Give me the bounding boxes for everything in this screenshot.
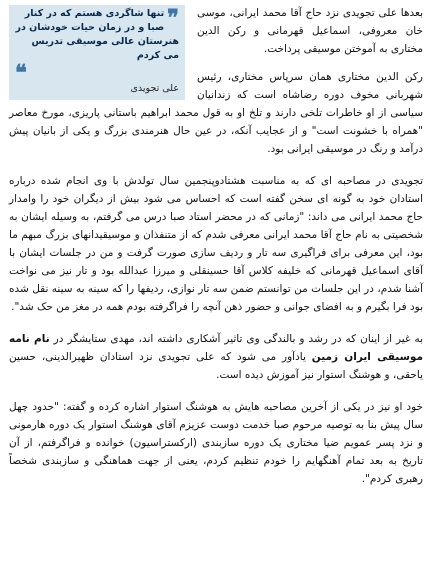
paragraph-5: خود او نیز در یکی از آخرین مصاحبه هایش به هوشنگ استوار اشاره کرده و گفته: "حدود چهل سال پیش بنا به توصیه مرحوم صبا خدمت دوست عزیزم آقای هوشنگ استوار یک دوره هارمونی و نزد پسر عمویم ضیا مختاری یک دوره سازبندی (ارکستراسیون) خوانده و فراگرفتم، از آن تاریخ به بعد تمام آهنگهایم را خودم تنظیم کردم، یعنی از جهت هماهنگی و سازبندی شخصاً رهبری کردم". [9,401,423,485]
book-title: نام نامه موسیقی ایران زمین [9,333,423,363]
paragraph-4-intro: به غیر از اینان که در رشد و بالندگی وی تاثیر آشکاری داشته اند، مهدی ستایشگر در [53,333,423,345]
pull-quote-text: تنها شاگردی هستم که در کنار صبا و در زمان حیات خودشان در هنرستان عالی موسیقی تدریس می کردم [15,8,179,61]
paragraph-4 [9,330,423,384]
paragraph-2: رکن الدین مختاری همان سرپاس مختاری، رئیس شهربانی مخوف دوره رضاشاه است که زندانیان سیاسی از او خاطرات تلخی دارند و تلخ او به قول محمد ابراهیم باستانی پاریزی، مورخ معاصر "همراه با خشونت است" و از عجایب آنکه، در عین حال هنرمندی بزرگ و یکی از بانیان پیش درآمد و رنگ در موسیقی ایرانی بود. [9,71,423,155]
paragraph-3: تجویدی در مصاحبه ای که به مناسبت هشتادوپنجمین سال تولدش با وی انجام شده درباره استادان خود به گونه ای سخن گفته است که احساس می شود بیش از دیگران خود را وامدار حاج محمد ایرانی می داند: "زمانی که در محضر استاد صبا درس می گرفتم، به وسیله ایشان به شخصیتی به نام حاج آقا محمد ایرانی معرفی شدم که از متنفذان و موسیقیدانهای بزرگ مبهم ما بود، این معرفی برای فراگیری سه تار و ردیف سازی صورت گرفت و من در جلسات ایشان با آقای اسماعیل قهرمانی که خلیفه کلاس آقا حسینقلی و میرزا عبدالله بود و تار نیز می نواخت آشنا شدم، در این جلسات من توانستم ضمن سه تار نوازی، ردیفها را که سینه به سینه نقل شده بود فرا بگیرم و به افضای جوانی و حضور ذهن آنچه را فراگرفته بودم همه در مغز من حک شد". [9,175,423,313]
open-quote-icon: ❞ [167,5,179,31]
paragraph-4-rest: یادآور می شود که علی تجویدی نزد استادان ظهیرالدینی، حسین یاحقی، و هوشنگ استوار نیز آموزش دیده است. [9,351,423,381]
pull-quote [9,5,185,100]
close-quote-icon: ❝ [15,60,27,86]
paragraph-1: بعدها علی تجویدی نزد حاج آقا محمد ایرانی، موسی خان معروفی، اسماعیل قهرمانی و رکن الدین مختاری به آموختن موسیقی پرداخت. [197,7,423,55]
pull-quote-author: علی تجویدی [130,83,179,94]
